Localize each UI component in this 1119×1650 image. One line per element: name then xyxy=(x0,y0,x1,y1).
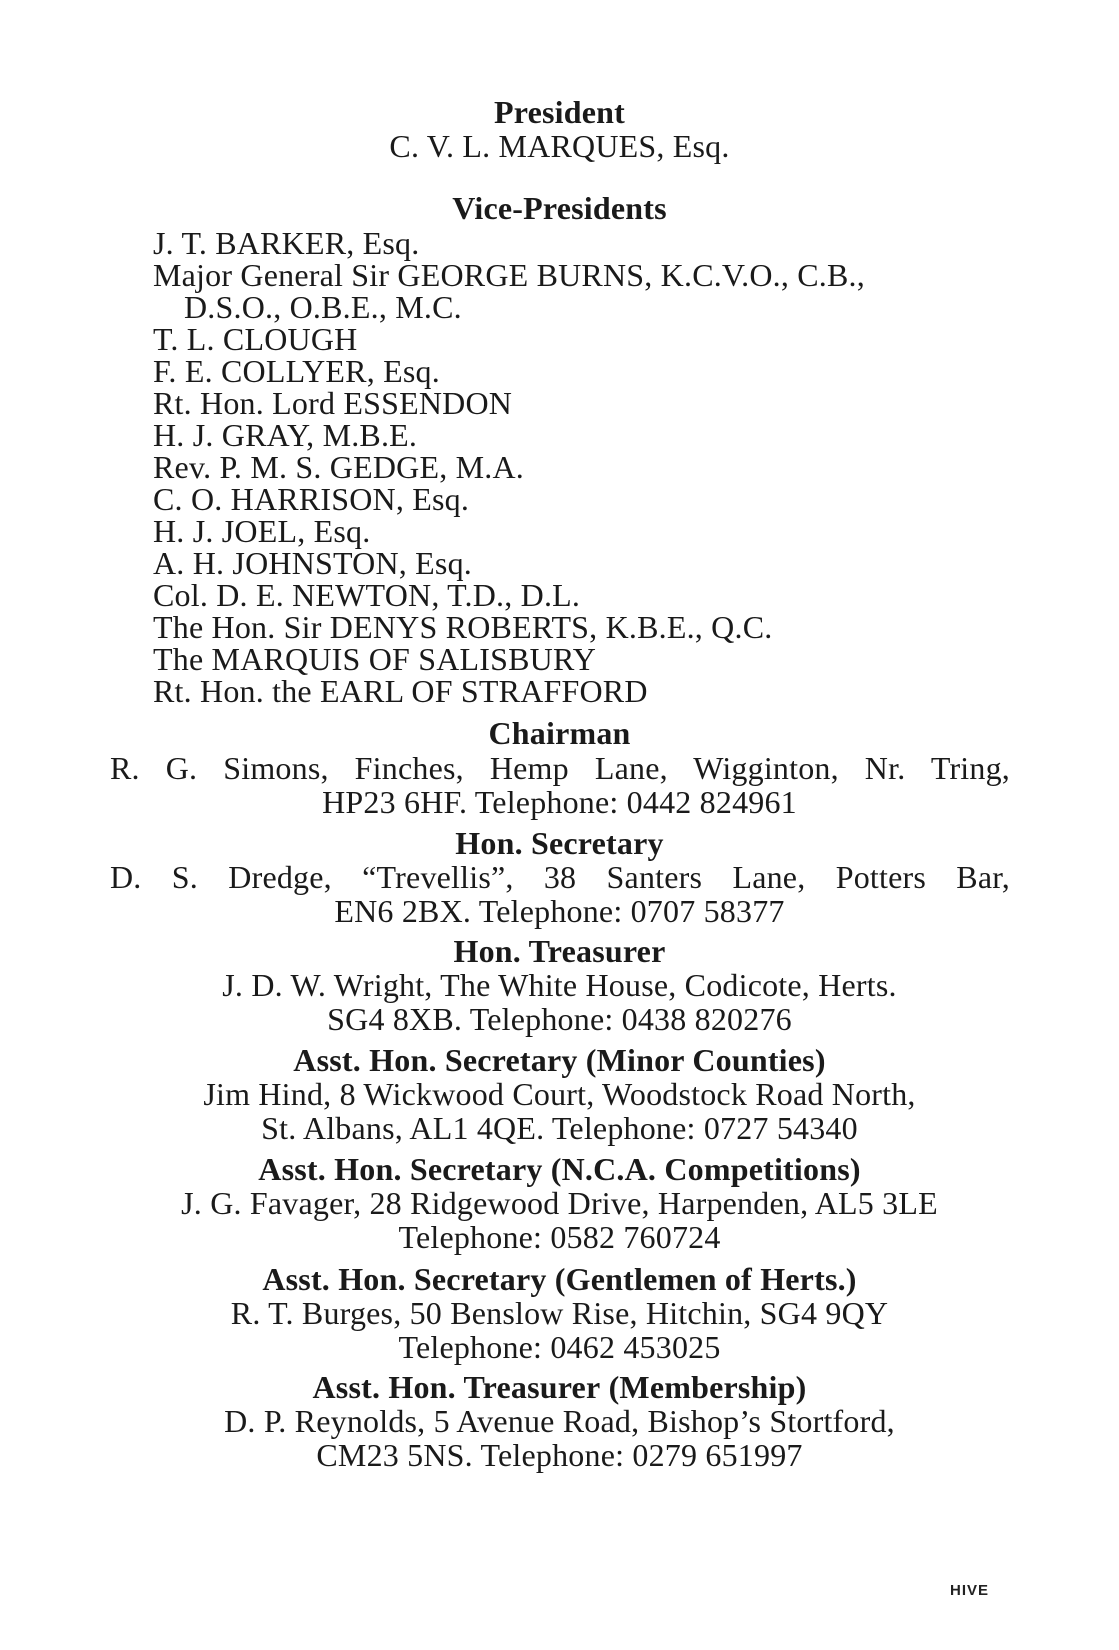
asst-secretary-gentlemen-telephone: Telephone: 0462 453025 xyxy=(398,1329,721,1365)
vice-president-name: The MARQUIS OF SALISBURY xyxy=(153,641,597,677)
printer-mark: HIVE xyxy=(950,1582,990,1599)
hon-secretary-telephone: EN6 2BX. Telephone: 0707 58377 xyxy=(334,893,785,929)
vice-president-name: J. T. BARKER, Esq. xyxy=(153,225,420,261)
vice-president-name: Rt. Hon. Lord ESSENDON xyxy=(153,385,513,421)
vice-president-name-continued: D.S.O., O.B.E., M.C. xyxy=(184,289,462,325)
chairman-heading: Chairman xyxy=(488,715,631,751)
hon-treasurer-heading: Hon. Treasurer xyxy=(453,933,666,969)
hon-secretary-address: D. S. Dredge, “Trevellis”, 38 Santers Lane, Potters Bar, xyxy=(110,859,1010,895)
asst-secretary-gentlemen-heading xyxy=(0,1262,1119,1296)
asst-secretary-nca-address: J. G. Favager, 28 Ridgewood Drive, Harpenden, AL5 3LE xyxy=(181,1185,938,1221)
vice-president-name: Rev. P. M. S. GEDGE, M.A. xyxy=(153,449,524,485)
role-label: Asst. Hon. Secretary xyxy=(262,1261,547,1297)
vice-president-name: F. E. COLLYER, Esq. xyxy=(153,353,440,389)
asst-treasurer-membership-telephone: CM23 5NS. Telephone: 0279 651997 xyxy=(316,1437,803,1473)
asst-treasurer-membership-heading xyxy=(0,1370,1119,1404)
hon-treasurer-address: J. D. W. Wright, The White House, Codicote, Herts. xyxy=(222,967,897,1003)
chairman-telephone: HP23 6HF. Telephone: 0442 824961 xyxy=(322,784,797,820)
role-label: Asst. Hon. Treasurer xyxy=(312,1369,601,1405)
vice-president-name: A. H. JOHNSTON, Esq. xyxy=(153,545,472,581)
vice-presidents-heading: Vice-Presidents xyxy=(452,190,667,226)
asst-secretary-minor-counties-heading xyxy=(0,1043,1119,1077)
vice-president-name: The Hon. Sir DENYS ROBERTS, K.B.E., Q.C. xyxy=(153,609,773,645)
asst-secretary-minor-counties-address: Jim Hind, 8 Wickwood Court, Woodstock Road North, xyxy=(203,1076,916,1112)
role-qualifier: (Membership) xyxy=(608,1369,807,1405)
vice-president-name: Rt. Hon. the EARL OF STRAFFORD xyxy=(153,673,648,709)
role-label: Asst. Hon. Secretary xyxy=(258,1151,543,1187)
role-qualifier: (Minor Counties) xyxy=(585,1042,826,1078)
asst-secretary-minor-counties-telephone: St. Albans, AL1 4QE. Telephone: 0727 54340 xyxy=(261,1110,858,1146)
hon-secretary-heading: Hon. Secretary xyxy=(455,825,664,861)
vice-president-name: Col. D. E. NEWTON, T.D., D.L. xyxy=(153,577,581,613)
chairman-address: R. G. Simons, Finches, Hemp Lane, Wigginton, Nr. Tring, xyxy=(110,750,1010,786)
vice-president-name: Major General Sir GEORGE BURNS, K.C.V.O., C.B., xyxy=(153,257,865,293)
vice-president-name: H. J. JOEL, Esq. xyxy=(153,513,371,549)
asst-treasurer-membership-address: D. P. Reynolds, 5 Avenue Road, Bishop’s Stortford, xyxy=(224,1403,895,1439)
role-qualifier: (N.C.A. Competitions) xyxy=(550,1151,861,1187)
role-qualifier: (Gentlemen of Herts.) xyxy=(554,1261,857,1297)
asst-secretary-nca-heading xyxy=(0,1152,1119,1186)
president-heading: President xyxy=(494,94,625,130)
president-name: C. V. L. MARQUES, Esq. xyxy=(389,128,730,164)
vice-president-name: T. L. CLOUGH xyxy=(153,321,358,357)
vice-president-name: C. O. HARRISON, Esq. xyxy=(153,481,470,517)
vice-president-name: H. J. GRAY, M.B.E. xyxy=(153,417,418,453)
role-label: Asst. Hon. Secretary xyxy=(293,1042,578,1078)
asst-secretary-nca-telephone: Telephone: 0582 760724 xyxy=(398,1219,721,1255)
asst-secretary-gentlemen-address: R. T. Burges, 50 Benslow Rise, Hitchin, SG4 9QY xyxy=(230,1295,889,1331)
hon-treasurer-telephone: SG4 8XB. Telephone: 0438 820276 xyxy=(327,1001,792,1037)
